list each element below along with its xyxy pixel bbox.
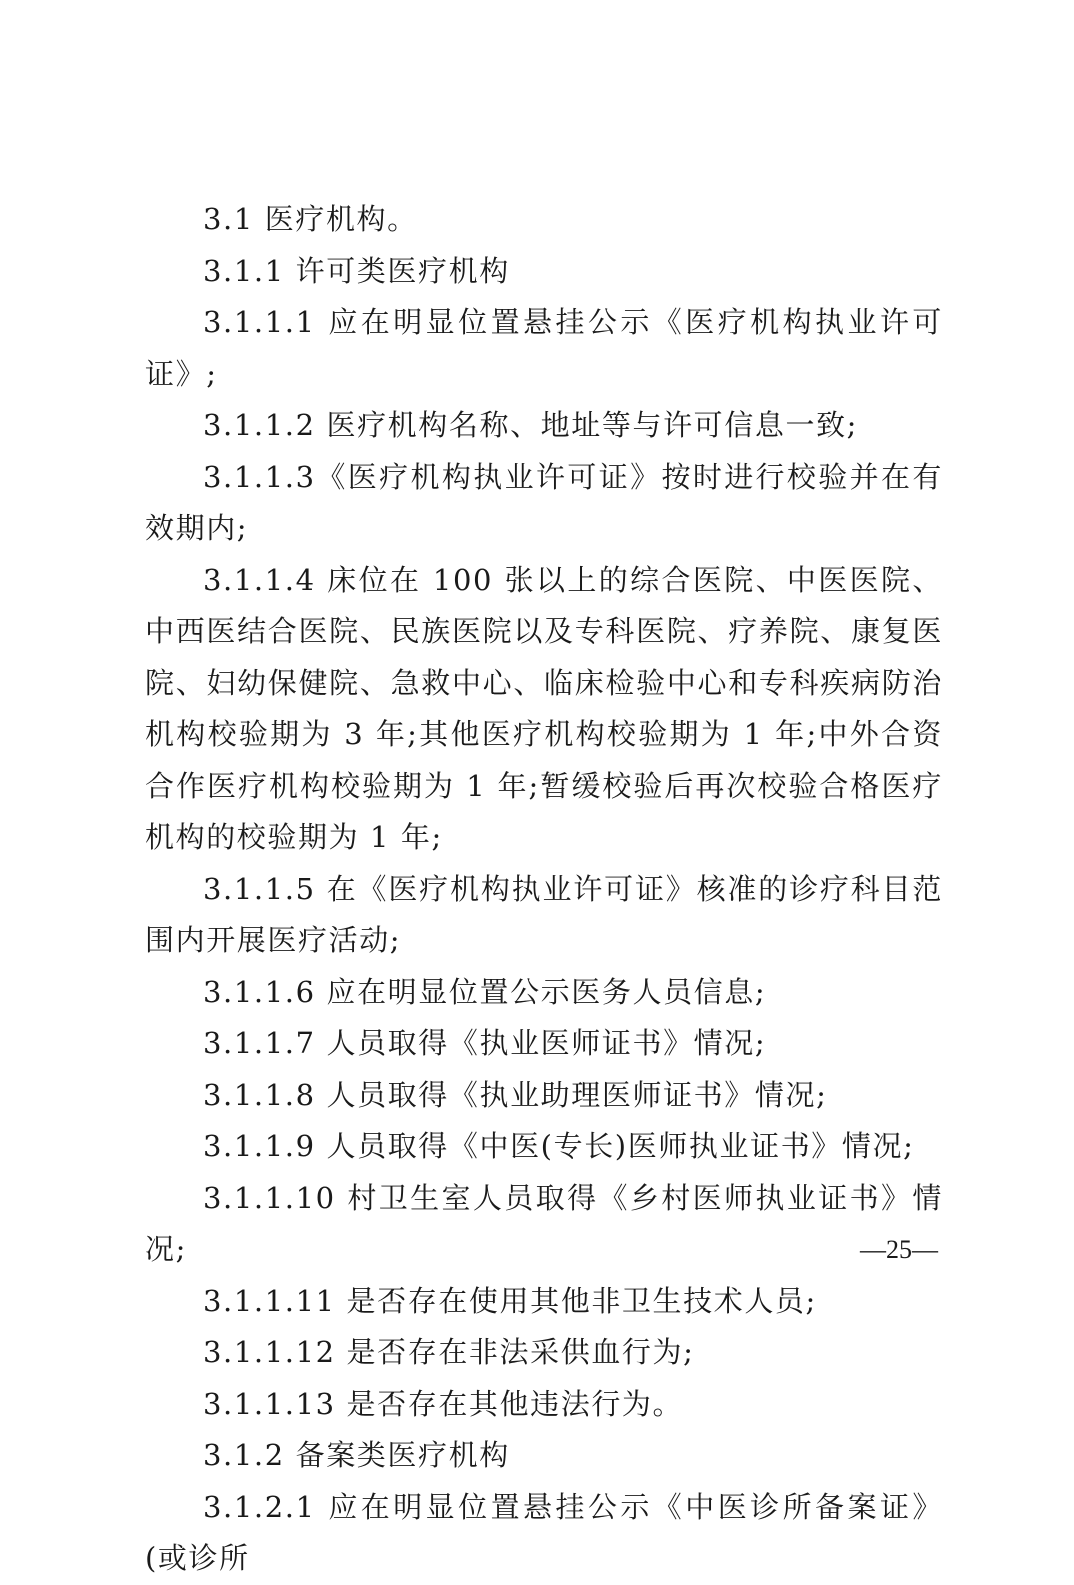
clause-3-1-1-3: 3.1.1.3《医疗机构执业许可证》按时进行校验并在有效期内;: [145, 459, 943, 545]
document-body: [145, 194, 943, 1585]
clause-3-1-2-1: 3.1.2.1 应在明显位置悬挂公示《中医诊所备案证》(或诊所: [145, 1489, 943, 1575]
clause-3-1-1-7: 3.1.1.7 人员取得《执业医师证书》情况;: [203, 1026, 767, 1060]
clause-3-1-1-4: 3.1.1.4 床位在 100 张以上的综合医院、中医医院、中西医结合医院、民族医院以及专科医院、疗养院、康复医院、妇幼保健院、急救中心、临床检验中心和专科疾病防治机构校验期为 3 年;其他医疗机构校验期为 1 年;中外合资合作医疗机构校验期为 1 年;暂缓校验后再次校验合格医疗机构的校验期为 1 年;: [145, 562, 943, 854]
clause-3-1-1-9: 3.1.1.9 人员取得《中医(专长)医师执业证书》情况;: [203, 1129, 915, 1163]
clause-3-1-1-11: 3.1.1.11 是否存在使用其他非卫生技术人员;: [203, 1283, 817, 1318]
section-heading-3-1-2: 3.1.2 备案类医疗机构: [203, 1438, 510, 1472]
clause-3-1-1-2: 3.1.1.2 医疗机构名称、地址等与许可信息一致;: [203, 408, 859, 442]
clause-3-1-1-12: 3.1.1.12 是否存在非法采供血行为;: [203, 1335, 695, 1369]
clause-3-1-1-5: 3.1.1.5 在《医疗机构执业许可证》核准的诊疗科目范围内开展医疗活动;: [145, 871, 943, 957]
clause-3-1-1-10: 3.1.1.10 村卫生室人员取得《乡村医师执业证书》情况;: [145, 1180, 943, 1266]
section-heading-3-1: 3.1 医疗机构。: [203, 202, 418, 236]
section-heading-3-1-1: 3.1.1 许可类医疗机构: [203, 253, 510, 288]
clause-3-1-1-8: 3.1.1.8 人员取得《执业助理医师证书》情况;: [203, 1077, 828, 1112]
clause-3-1-1-6: 3.1.1.6 应在明显位置公示医务人员信息;: [203, 974, 767, 1009]
clause-3-1-1-1: 3.1.1.1 应在明显位置悬挂公示《医疗机构执业许可证》;: [145, 305, 943, 391]
page-number: —25—: [860, 1235, 938, 1264]
clause-3-1-1-13: 3.1.1.13 是否存在其他违法行为。: [203, 1386, 684, 1421]
